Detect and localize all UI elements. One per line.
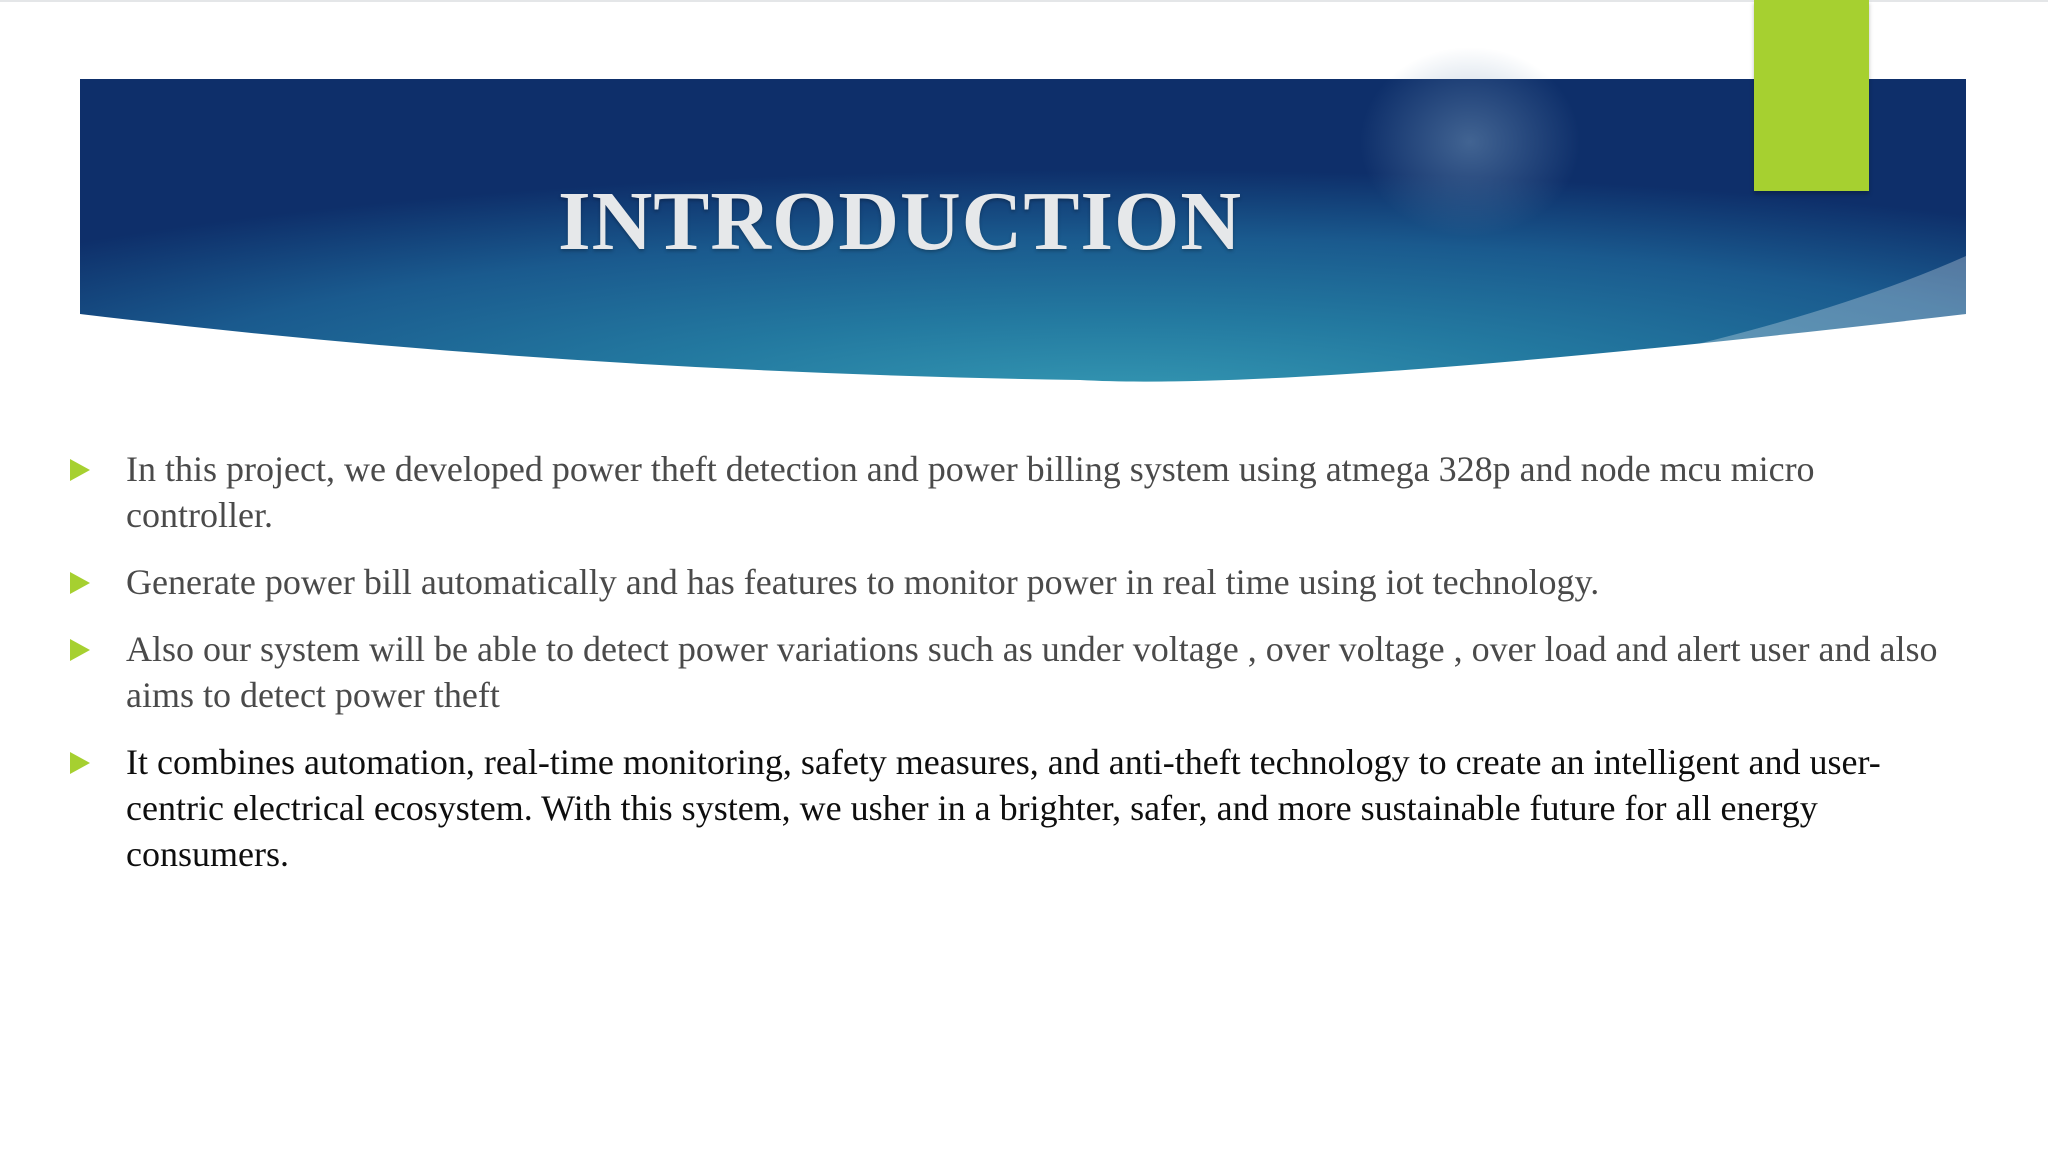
accent-tab bbox=[1754, 0, 1869, 191]
triangle-arrow-icon bbox=[70, 572, 90, 594]
slide-title: INTRODUCTION bbox=[557, 175, 1243, 268]
bullet-item bbox=[66, 626, 1966, 718]
bullet-item bbox=[66, 559, 1966, 605]
triangle-arrow-icon bbox=[70, 639, 90, 661]
bullet-text: In this project, we developed power theft detection and power billing system using atmega 328p and node mcu micro controller. bbox=[126, 449, 1815, 535]
bullet-item bbox=[66, 446, 1966, 538]
bullet-text: Also our system will be able to detect power variations such as under voltage , over voltage , over load and alert user and also aims to detect power theft bbox=[126, 629, 1938, 715]
triangle-arrow-icon bbox=[70, 459, 90, 481]
bullet-text: Generate power bill automatically and has features to monitor power in real time using iot technology. bbox=[126, 562, 1600, 602]
bullet-text: It combines automation, real-time monitoring, safety measures, and anti-theft technology to create an intelligent and user-centric electrical ecosystem. With this system, we usher in a brighter, safer, and more sustainable future for all energy consumers. bbox=[126, 742, 1881, 874]
bullet-list bbox=[66, 446, 1966, 898]
bullet-item bbox=[66, 739, 1966, 877]
triangle-arrow-icon bbox=[70, 752, 90, 774]
